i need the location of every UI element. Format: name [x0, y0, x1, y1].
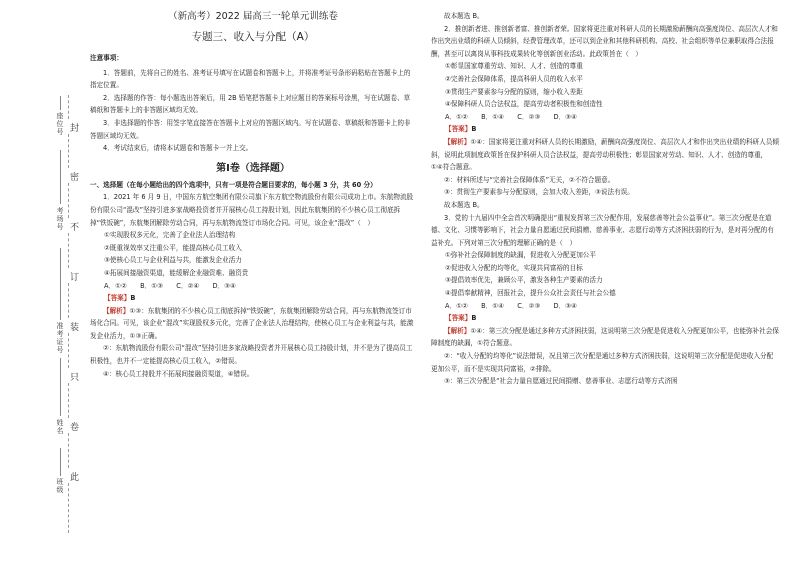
analysis-paragraph: ②：“收入分配的均等化”说法错误，况且第三次分配是通过多种方式济困扶弱，这说明第三次分配是促进收入分配更加公平，而不是实现共同富裕，②排除。 [431, 352, 774, 373]
question-option: ④提倡奉献精神，回报社会，提升公众社会责任与社会公德 [445, 289, 616, 298]
analysis-paragraph: 【解析】①④：国家将更注重对科研人员的长期激励，薪酬向高强度岗位、高层次人才和作出突出业绩的科研人员倾斜，说明此项制度政策旨在保护科研人员合法权益，提高劳动积极性；彰显国家对劳动、知识、人才、创造的尊重，①④符合题意。 [431, 137, 779, 172]
analysis-label: 【解析】 [103, 306, 130, 315]
analysis-paragraph: 【解析】①④：第三次分配是通过多种方式济困扶弱，这说明第三次分配是促进收入分配更加公平，也能弥补社会保障制度的缺漏，①符合题意。 [431, 326, 779, 348]
analysis-paragraph: 【解析】①③：东航集团的不少核心员工彻底拆掉“铁饭碗”，东航集团解除劳动合同，再与东航物流签订市场化合同。可见，该企业“混改”实现股权多元化，完善了企业法人治理结构，使核心员工与企业利益与共，能激发企业活力，①③正确。 [90, 306, 414, 340]
notice-heading: 注意事项： [90, 54, 123, 62]
notice-item: 3．非选择题的作答：用签字笔直接答在答题卡上对应的答题区域内。写在试题卷、草稿纸和答题卡上的非答题区域均无效。 [90, 118, 411, 140]
analysis-paragraph: ④：核心员工持股并不拓展间接融资渠道，④错误。 [103, 369, 254, 378]
right-column [431, 10, 779, 388]
cut-line [68, 283, 69, 318]
answer-value: B [130, 294, 136, 303]
answer-line [431, 123, 779, 136]
margin-char: 此 [70, 473, 80, 483]
answer-label: 【答案】 [445, 314, 472, 323]
left-column [90, 10, 416, 380]
margin-char: 装 [70, 323, 80, 333]
binding-margin [0, 0, 88, 562]
answer-label: 【答案】 [445, 125, 472, 134]
cut-line [68, 433, 69, 468]
answer-value: B [471, 125, 477, 134]
question-option: ③提倡效率优先，兼顾公平，激发各种生产要素的活力 [445, 276, 603, 285]
answer-line [431, 312, 779, 325]
margin-char: 只 [70, 373, 80, 383]
answer-value: B [471, 314, 477, 323]
cut-line [68, 134, 69, 168]
question-option: ①弥补社会保障制度的缺漏，促进收入分配更加公平 [445, 251, 596, 260]
answer-label: 【答案】 [104, 294, 131, 303]
answer-line [90, 292, 416, 305]
question-stem: 1．2021 年 6 月 9 日，中国东方航空集团有限公司旗下东方航空物流股份有限公司成功上市。东航物流股份有限公司“混改”坚持引进多家战略投资者并开展核心员工持股计划，因此东航集团的不少核心员工彻底拆掉“铁饭碗”，东航集团解除劳动合同，再与东航物流签订市场化合同。可见，该企业“混改”（ ） [90, 193, 414, 227]
analysis-label: 【解析】 [444, 137, 471, 146]
analysis-paragraph: ③：贯彻生产要素参与分配原则，会加大收入差距，③说法有误。 [444, 188, 634, 197]
question-option: ②完善社会保障体系，提高科研人员的收入水平 [445, 74, 583, 83]
question-stem: 3．党的十九届四中全会首次明确提出“重视发挥第三次分配作用，发展慈善等社会公益事业”。第三次分配是在道德、文化、习惯等影响下，社会力量自愿通过民间捐赠、慈善事业、志愿行动等方式济困扶弱的行为，是对再分配的有益补充。下列对第三次分配的理解正确的是（ ） [431, 213, 774, 247]
question-option: ③使核心员工与企业利益与共，能激发企业活力 [104, 256, 242, 265]
exam-room-label: 考场号 [56, 207, 64, 231]
conclusion: 故本题选 B。 [444, 12, 484, 20]
fill-line [60, 248, 61, 320]
fill-line [60, 358, 61, 416]
margin-char: 卷 [70, 423, 80, 433]
cut-line [68, 383, 69, 418]
choice-row: A．①② B．①③ C．②④ D．③④ [104, 281, 236, 290]
margin-char: 密 [70, 173, 80, 183]
notice-item: 2．选择题的作答：每小题选出答案后，用 2B 铅笔把答题卡上对应题目的答案标号涂黑，写在试题卷、草稿纸和答题卡上的非答题区域均无效。 [90, 93, 411, 115]
choice-row: A．①② B．①④ C．②③ D．③④ [445, 112, 577, 121]
question-option: ③贯彻生产要素参与分配的原则，缩小收入差距 [445, 87, 583, 96]
cut-line [68, 183, 69, 218]
section-heading: 第Ⅰ卷（选择题） [216, 162, 290, 174]
cut-line [68, 233, 69, 268]
section-instruction: 一、选择题（在每小题给出的四个选项中，只有一项是符合题目要求的，每小题 3 分，共 60 分） [90, 180, 377, 189]
question-option: ②促进收入分配的均等化，实现共同富裕的目标 [445, 263, 583, 272]
question-option: ④拓展间接融资渠道，能缓解企业融资难、融资贵 [104, 268, 249, 277]
question-option: ①彰显国家尊重劳动、知识、人才、创造的尊重 [445, 62, 583, 71]
analysis-paragraph: ②：材料所述与“完善社会保障体系”无关，②不符合题意。 [444, 175, 615, 184]
notice-item: 1．答题前，先将自己的姓名、准考证号填写在试题卷和答题卡上，并将准考证号条形码粘贴在答题卡上的指定位置。 [90, 68, 411, 90]
name-label: 姓名 [56, 419, 64, 435]
question-stem: 2．推创新者进、推创新者富、推创新者荣。国家将更注重对科研人员的长期激励薪酬向高强度岗位、高层次人才和作出突出业绩的科研人员倾斜，经费管理改革，还可以到企业和其他科研机构、高校、社会组织等单位兼职取得合法报酬，甚至可以离岗从事科技成果转化等创新创业活动。此政策旨在（ ） [431, 24, 778, 58]
question-option: ②既重视效率又注重公平，能提高核心员工收入 [104, 243, 242, 252]
notice-item: 4．考试结束后，请将本试题卷和答题卡一并上交。 [103, 144, 253, 153]
margin-char: 封 [70, 124, 80, 134]
question-option: ④保障科研人员合法权益，提高劳动者积极性和创造性 [445, 100, 603, 109]
analysis-paragraph: ③：第三次分配是“社会力量自愿通过民间捐赠、慈善事业、志愿行动等方式济困 [444, 377, 678, 386]
exam-title: （新高考）2022 届高三一轮单元训练卷 [168, 11, 338, 22]
analysis-paragraph: ②：东航物流股份有限公司“混改”坚持引进多家战略投资者并开展核心员工持股计划，并不是为了提高员工积极性，也并不一定能提高核心员工收入，②错误。 [90, 344, 413, 366]
cut-line [68, 95, 69, 119]
choice-row: A．①② B．①④ C．②③ D．③④ [445, 301, 577, 310]
cut-line [68, 333, 69, 368]
admission-number-label: 准考证号 [56, 322, 64, 354]
margin-char: 订 [70, 273, 80, 283]
fill-line [60, 448, 61, 476]
margin-char: 不 [70, 223, 80, 233]
analysis-label: 【解析】 [444, 326, 471, 335]
seat-number-label: 座位号 [56, 112, 64, 136]
class-label: 班级 [56, 478, 64, 494]
fill-line [60, 150, 61, 204]
conclusion: 故本题选 B。 [444, 200, 484, 209]
exam-subtitle: 专题三、收入与分配（A） [191, 31, 315, 43]
question-option: ①实现股权多元化，完善了企业法人治理结构 [104, 231, 236, 240]
cut-line [68, 483, 69, 533]
fill-line [60, 96, 61, 110]
